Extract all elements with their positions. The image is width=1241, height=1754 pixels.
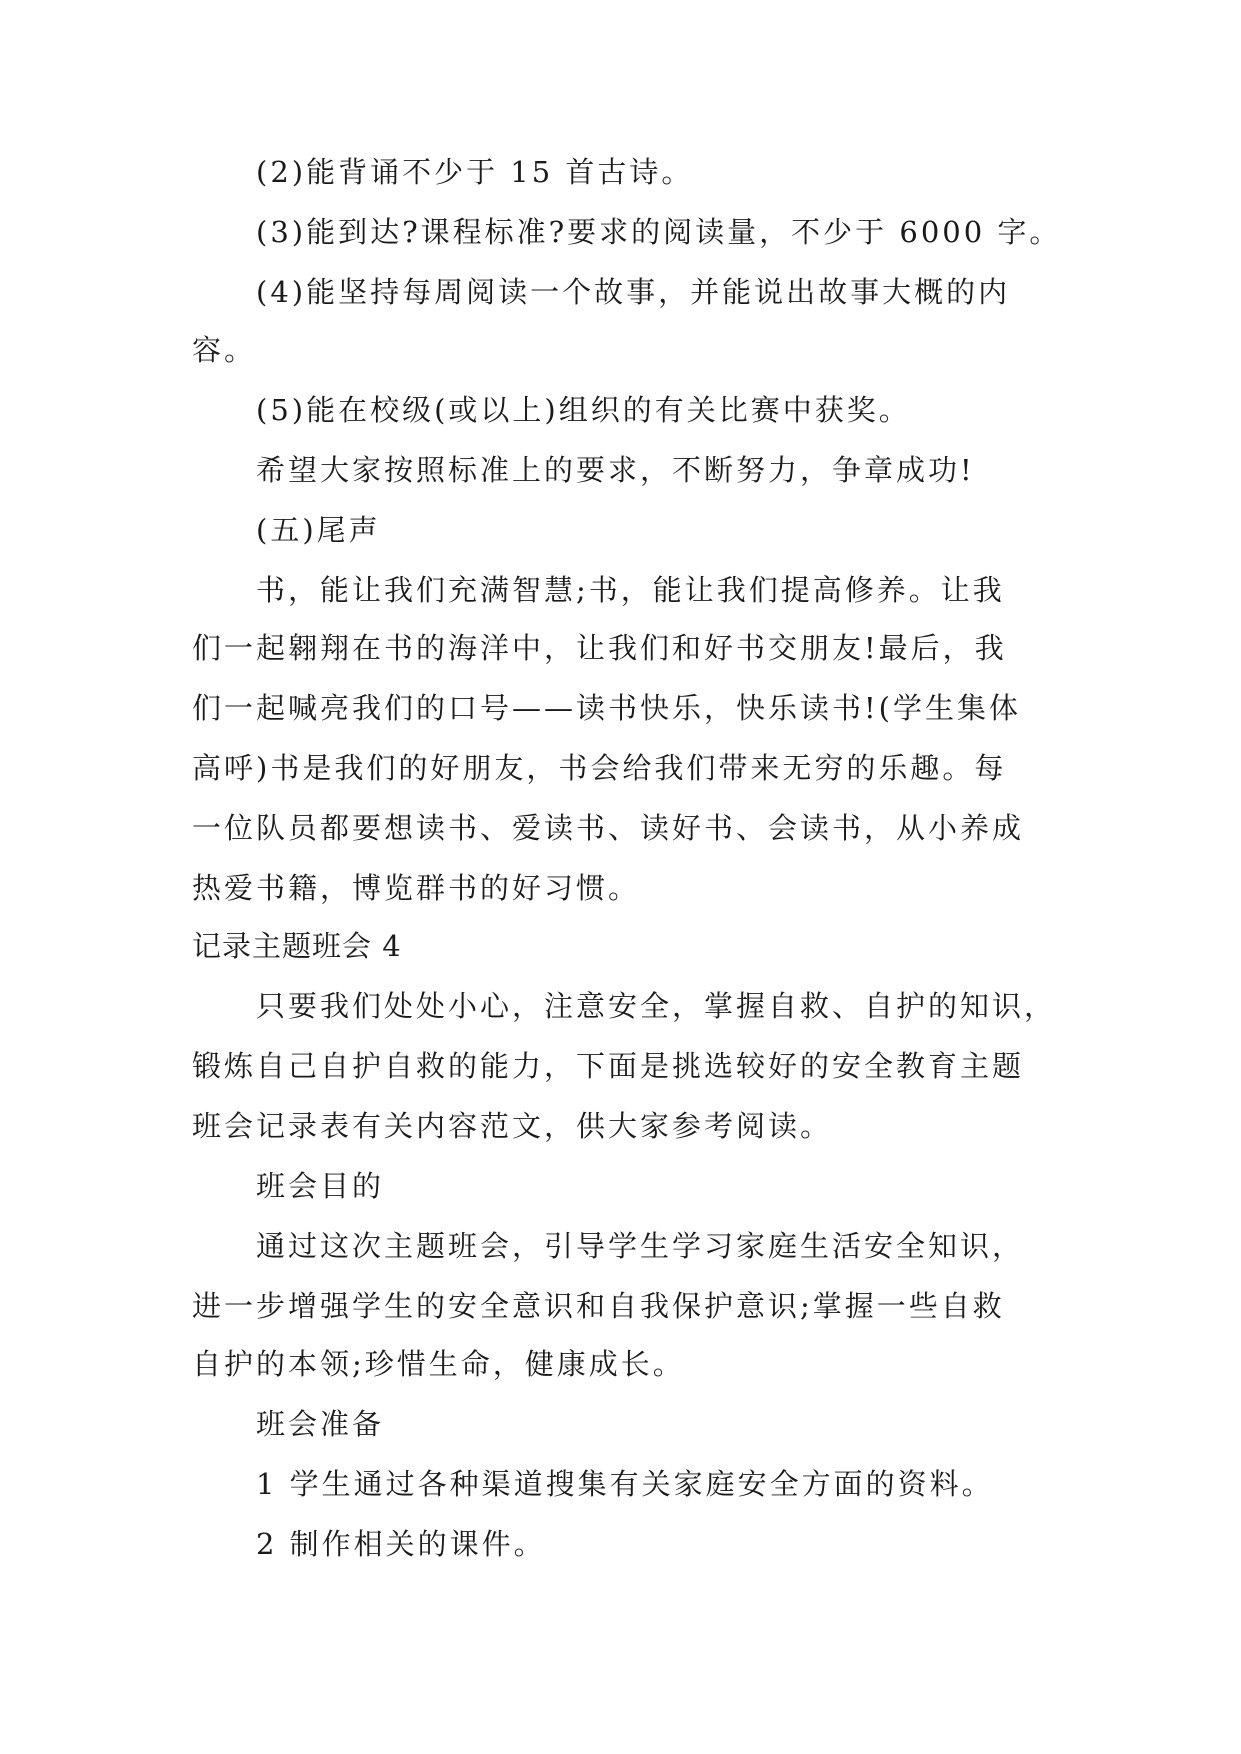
text-line: 自护的本领;珍惜生命，健康成长。 — [192, 1347, 685, 1381]
text-line: 1 学生通过各种渠道搜集有关家庭安全方面的资料。 — [256, 1467, 994, 1501]
section-heading: 班会准备 — [256, 1407, 385, 1441]
text-line: (4)能坚持每周阅读一个故事，并能说出故事大概的内 — [256, 275, 1011, 309]
text-line: (2)能背诵不少于 15 首古诗。 — [256, 155, 694, 189]
text-line: 容。 — [192, 333, 257, 367]
text-line: 2 制作相关的课件。 — [256, 1527, 546, 1561]
section-title: 记录主题班会 4 — [192, 929, 402, 963]
text-line: 热爱书籍，博览群书的好习惯。 — [192, 871, 641, 905]
text-line: 通过这次主题班会，引导学生学习家庭生活安全知识， — [256, 1229, 1025, 1263]
text-line: 希望大家按照标准上的要求，不断努力，争章成功! — [256, 453, 975, 487]
text-line: (5)能在校级(或以上)组织的有关比赛中获奖。 — [256, 393, 911, 427]
text-line: 高呼)书是我们的好朋友，书会给我们带来无穷的乐趣。每 — [192, 751, 1007, 785]
text-line: (3)能到达?课程标准?要求的阅读量，不少于 6000 字。 — [256, 215, 1062, 249]
text-line: 书，能让我们充满智慧;书，能让我们提高修养。让我 — [256, 573, 1005, 607]
section-heading: (五)尾声 — [256, 513, 381, 547]
section-heading: 班会目的 — [256, 1169, 385, 1203]
text-line: 一位队员都要想读书、爱读书、读好书、会读书，从小养成 — [192, 811, 1025, 845]
text-line: 班会记录表有关内容范文，供大家参考阅读。 — [192, 1109, 833, 1143]
text-line: 们一起翱翔在书的海洋中，让我们和好书交朋友!最后，我 — [192, 631, 1007, 665]
text-line: 只要我们处处小心，注意安全，掌握自救、自护的知识， — [256, 989, 1057, 1023]
text-line: 锻炼自己自护自救的能力，下面是挑选较好的安全教育主题 — [192, 1049, 1025, 1083]
text-line: 进一步增强学生的安全意识和自我保护意识;掌握一些自救 — [192, 1289, 1005, 1323]
text-line: 们一起喊亮我们的口号——读书快乐，快乐读书!(学生集体 — [192, 691, 1021, 725]
